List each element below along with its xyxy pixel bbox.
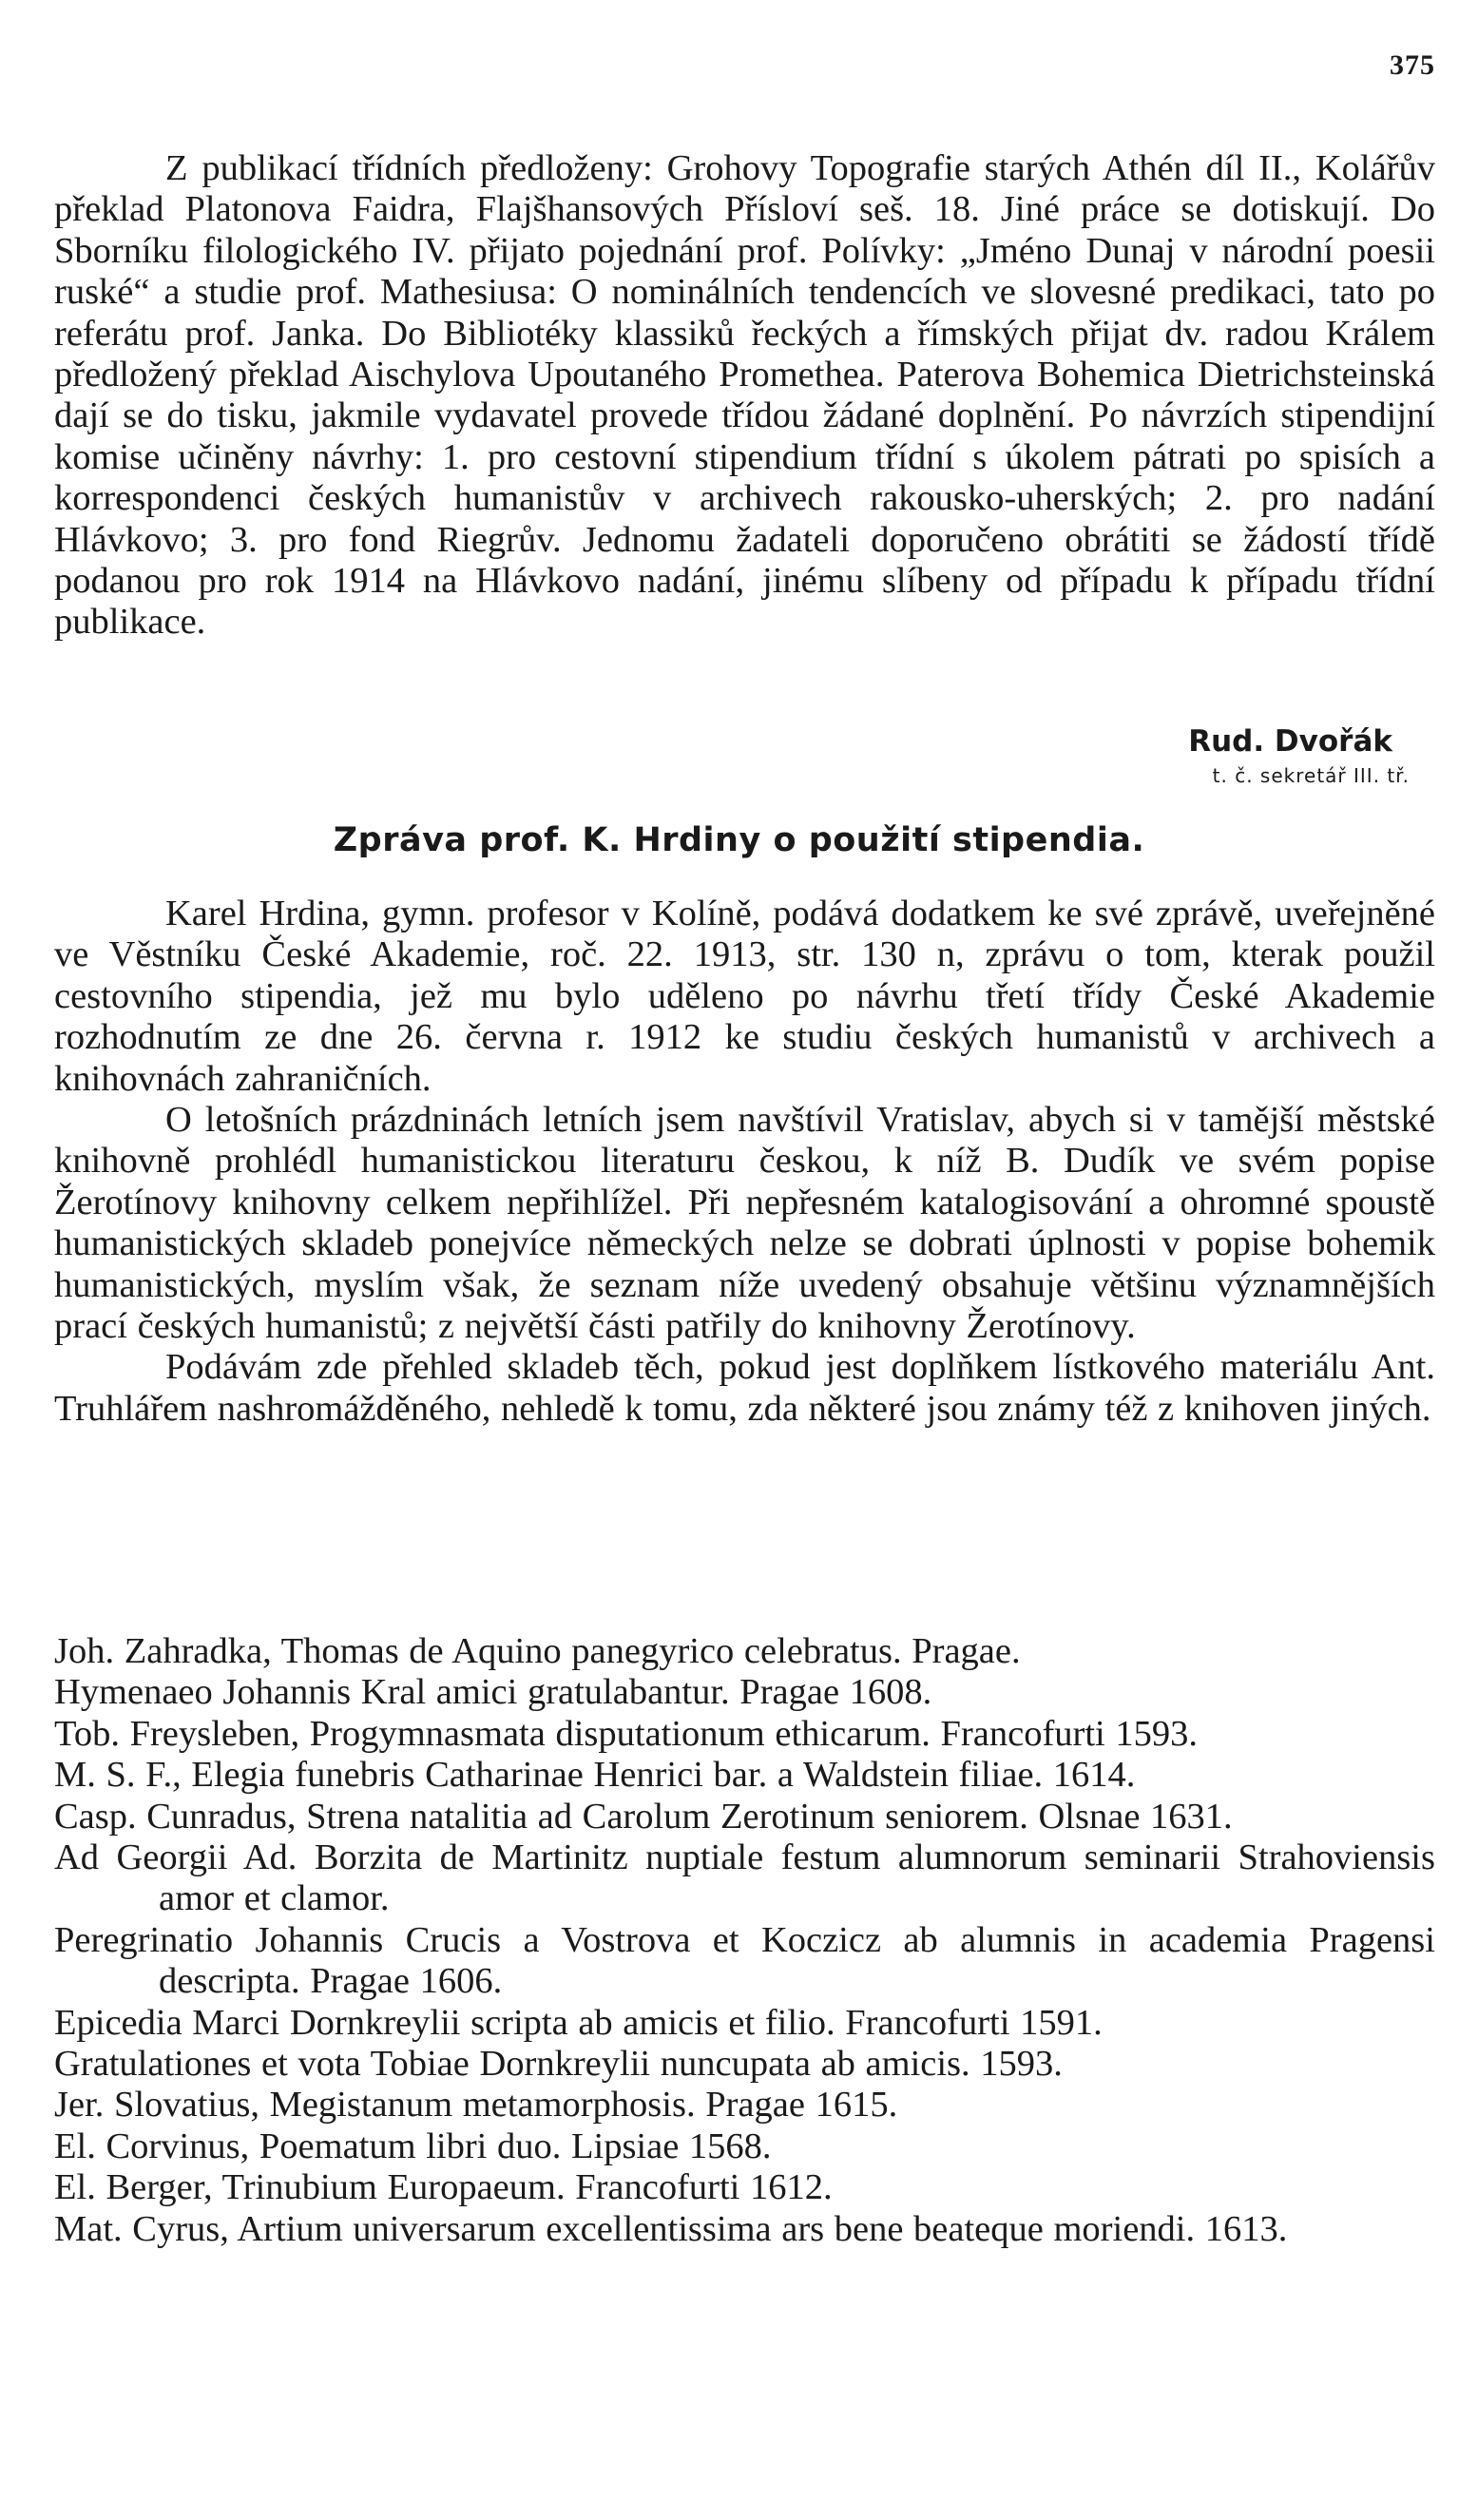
bibliography-entry: M. S. F., Elegia funebris Catharinae Henrici bar. a Waldstein filiae. 1614. xyxy=(54,1755,1136,1796)
bibliography-entry: Tob. Freysleben, Progymnasmata disputationum ethicarum. Francofurti 1593. xyxy=(54,1713,1198,1754)
section-heading: Zpráva prof. K. Hrdiny o použití stipendia. xyxy=(333,821,1145,859)
bibliography-entry: Epicedia Marci Dornkreylii scripta ab amicis et filio. Francofurti 1591. xyxy=(54,2002,1103,2043)
signature-name: Rud. Dvořák xyxy=(1188,724,1392,759)
bibliography-list xyxy=(54,1631,1435,2250)
bibliography-entry: Ad Georgii Ad. Borzita de Martinitz nuptiale festum alumnorum seminarii Strahoviensis amor et clamor. xyxy=(54,1837,1435,1919)
bibliography-entry: Casp. Cunradus, Strena natalitia ad Carolum Zerotinum seniorem. Olsnae 1631. xyxy=(54,1796,1233,1837)
report-2-paragraph-3: Podávám zde přehled skladeb těch, pokud jest doplňkem lístkového materiálu Ant. Truhlářem nashromážděného, nehledě k tomu, zda některé jsou známy též z knihoven jiných. xyxy=(54,1347,1435,1429)
bibliography-entry: Peregrinatio Johannis Crucis a Vostrova et Koczicz ab alumnis in academia Pragensi descripta. Pragae 1606. xyxy=(54,1919,1435,2002)
report-1-text xyxy=(54,148,1435,644)
bibliography-entry: El. Corvinus, Poematum libri duo. Lipsiae 1568. xyxy=(54,2126,772,2166)
report-2-text xyxy=(54,894,1435,1430)
bibliography-entry: Hymenaeo Johannis Kral amici gratulabantur. Pragae 1608. xyxy=(54,1672,932,1713)
report-2-paragraph-1: Karel Hrdina, gymn. profesor v Kolíně, podává dodatkem ke své zprávě, uveřejněné ve Věstníku České Akademie, roč. 22. 1913, str. 130 n, zprávu o tom, kterak použil cestovního stipendia, jež mu bylo uděleno po návrhu třetí třídy České Akademie rozhodnutím ze dne 26. června r. 1912 ke studiu českých humanistů v archivech a knihovnách zahraničních. xyxy=(54,894,1435,1099)
bibliography-entry: Gratulationes et vota Tobiae Dornkreylii nuncupata ab amicis. 1593. xyxy=(54,2044,1063,2085)
page-number: 375 xyxy=(1390,49,1435,81)
report-2-paragraph-2: O letošních prázdninách letních jsem navštívil Vratislav, abych si v tamější městské knihovně prohlédl humanistickou literaturu českou, k níž B. Dudík ve svém popise Žerotínovy knihovny celkem nepřihlížel. Při nepřesném katalogisování a ohromné spoustě humanistických skladeb ponejvíce německých nelze se dobrati úplnosti v popise bohemik humanistických, myslím však, že seznam níže uvedený obsahuje většinu významnějších prací českých humanistů; z největší části patřily do knihovny Žerotínovy. xyxy=(54,1100,1435,1347)
bibliography-entry: Mat. Cyrus, Artium universarum excellentissima ars bene beateque moriendi. 1613. xyxy=(54,2208,1288,2249)
signature-title: t. č. sekretář III. tř. xyxy=(1212,764,1410,787)
bibliography-entry: Jer. Slovatius, Megistanum metamorphosis. Pragae 1615. xyxy=(54,2085,898,2126)
bibliography-entry: El. Berger, Trinubium Europaeum. Francofurti 1612. xyxy=(54,2167,833,2208)
report-1-paragraph: Z publikací třídních předloženy: Grohovy Topografie starých Athén díl II., Kolářův překlad Platonova Faidra, Flajšhansových Přísloví seš. 18. Jiné práce se dotiskují. Do Sborníku filologického IV. přijato pojednání prof. Polívky: „Jméno Dunaj v národní poesii ruské“ a studie prof. Mathesiusa: O nominálních tendencích ve slovesné predikaci, tato po referátu prof. Janka. Do Bibliotéky klassiků řeckých a římských přijat dv. radou Králem předložený překlad Aischylova Upoutaného Promethea. Paterova Bohemica Dietrichsteinská dají se do tisku, jakmile vydavatel provede třídou žádané doplnění. Po návrzích stipendijní komise učiněny návrhy: 1. pro cestovní stipendium třídní s úkolem pátrati po spisích a korrespondenci českých humanistův v archivech rakousko-uherských; 2. pro nadání Hlávkovo; 3. pro fond Riegrův. Jednomu žadateli doporučeno obrátiti se žádostí třídě podanou pro rok 1914 na Hlávkovo nadání, jinému slíbeny od případu k případu třídní publikace. xyxy=(54,148,1435,643)
bibliography-entry: Joh. Zahradka, Thomas de Aquino panegyrico celebratus. Pragae. xyxy=(54,1631,1021,1671)
